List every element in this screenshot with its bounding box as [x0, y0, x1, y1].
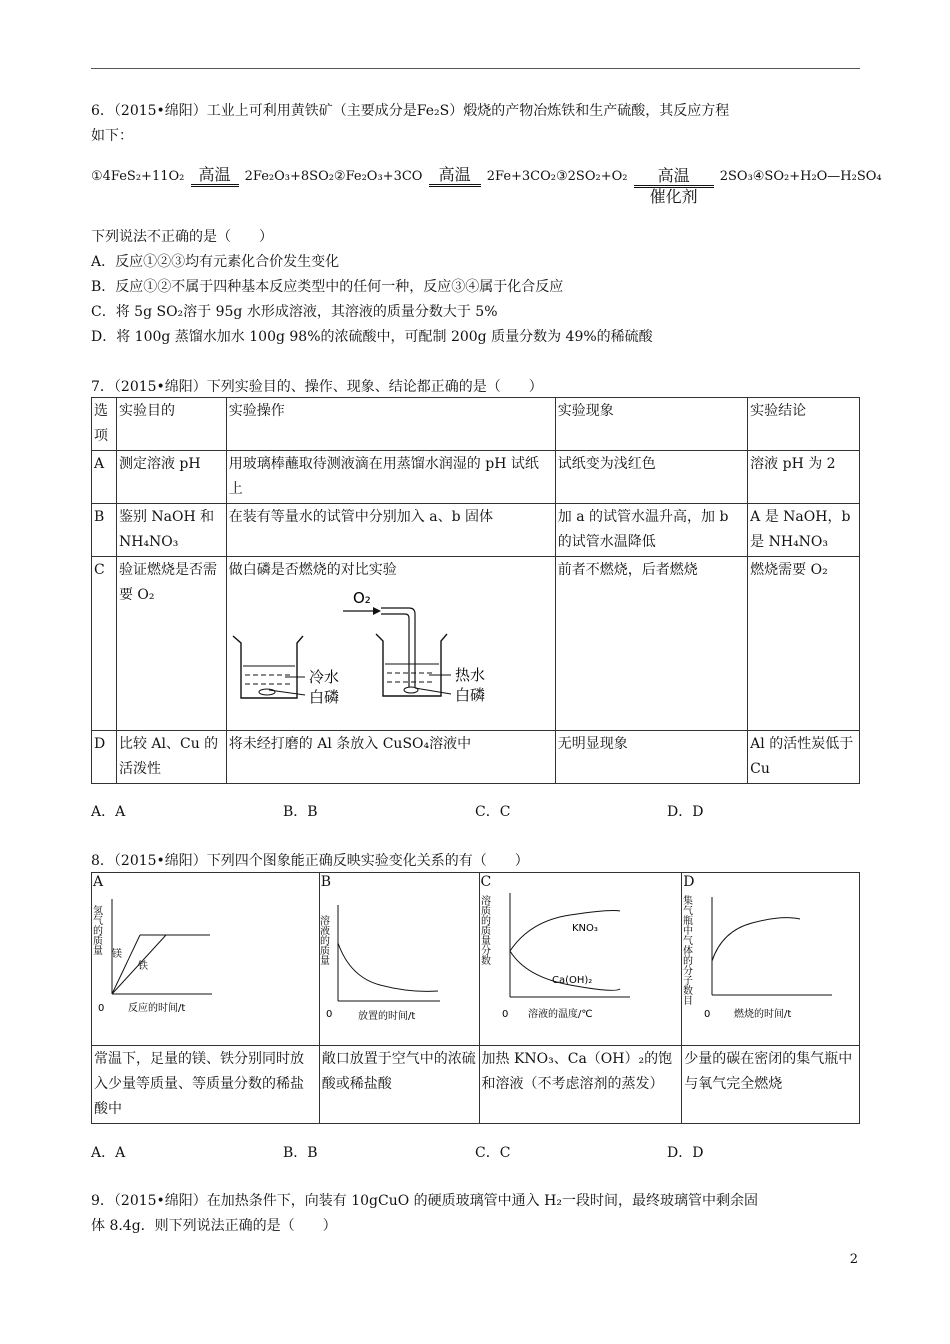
- eq-part3: 2Fe+3CO₂③2SO₂+O₂: [486, 169, 628, 184]
- graph-d: [682, 891, 858, 1036]
- table-header-row: [92, 398, 860, 451]
- cell: 在装有等量水的试管中分别加入 a、b 固体: [226, 504, 555, 557]
- cell-with-figure: [226, 557, 555, 731]
- d-xlabel: 燃烧的时间/t: [734, 1009, 792, 1020]
- c-ylabel: 溶质的质量分数: [478, 895, 489, 965]
- graph-row: [92, 873, 860, 1046]
- condition-high-temp-2: 高温: [427, 166, 483, 187]
- a-xlabel: 反应的时间/t: [128, 1003, 186, 1014]
- graph-letter: C: [480, 874, 492, 890]
- b-origin: 0: [325, 1009, 333, 1020]
- q9-line2: 体 8.4g．则下列说法正确的是（ ）: [91, 1218, 337, 1234]
- q6-option-a: A．反应①②③均有元素化合价发生变化: [91, 254, 340, 270]
- header-option: 选项: [92, 398, 117, 451]
- table-row: [92, 557, 860, 731]
- q6-equations: [91, 157, 882, 206]
- description-a: 常温下，足量的镁、铁分别同时放入少量等质量、等质量分数的稀盐酸中: [92, 1046, 320, 1124]
- white-phosphorus-figure: [229, 583, 549, 723]
- c-curve-kno3: KNO₃: [571, 923, 598, 934]
- graph-a: [92, 891, 318, 1036]
- cell-text: 做白磷是否燃烧的对比实验: [228, 562, 397, 578]
- graph-cell-c: [479, 873, 682, 1046]
- cell: 无明显现象: [555, 731, 747, 784]
- q6-option-d: D．将 100g 蒸馏水加水 100g 98%的浓硫酸中，可配制 200g 质量分数为 49%的稀硫酸: [91, 329, 653, 345]
- eq-part2: 2Fe₂O₃+8SO₂②Fe₂O₃+3CO: [244, 169, 423, 184]
- table-row: [92, 451, 860, 504]
- q7-answer-b: B．B: [283, 804, 318, 820]
- label-white-phosphorus-1: 白磷: [308, 688, 339, 706]
- q7-answer-d: D．D: [667, 804, 704, 820]
- cell: 试纸变为浅红色: [555, 451, 747, 504]
- label-white-phosphorus-2: 白磷: [454, 686, 485, 704]
- cell: 验证燃烧是否需要 O₂: [116, 557, 226, 731]
- graph-cell-b: [319, 873, 479, 1046]
- q6-stem-line1: 6．（2015•绵阳）工业上可利用黄铁矿（主要成分是Fe₂S）煅烧的产物冶炼铁和生产硫酸，其反应方程: [91, 103, 730, 119]
- eq-part4: 2SO₃④SO₂+H₂O—H₂SO₄: [719, 169, 882, 184]
- q8-answer-c: C．C: [475, 1145, 511, 1161]
- condition-high-temp-1: 高温: [189, 166, 241, 187]
- q7-answer-c: C．C: [475, 804, 511, 820]
- header-rule: [91, 68, 860, 69]
- cell: Al 的活性炭低于 Cu: [748, 731, 860, 784]
- header-phenomenon: 实验现象: [555, 398, 747, 451]
- cell: A 是 NaOH，b 是 NH₄NO₃: [748, 504, 860, 557]
- cell: 溶液 pH 为 2: [748, 451, 860, 504]
- description-b: 敞口放置于空气中的浓硫酸或稀盐酸: [319, 1046, 479, 1124]
- table-row: [92, 504, 860, 557]
- d-origin: 0: [704, 1009, 711, 1020]
- header-operation: 实验操作: [226, 398, 555, 451]
- description-d: 少量的碳在密闭的集气瓶中与氧气完全燃烧: [682, 1046, 860, 1124]
- label-hot-water: 热水: [454, 666, 485, 684]
- label-cold-water: 冷水: [308, 668, 339, 686]
- q7-answer-a: A．A: [91, 804, 126, 820]
- q9-line1: 9．（2015•绵阳）在加热条件下，向装有 10gCuO 的硬质玻璃管中通入 H₂一段时间，最终玻璃管中剩余固: [91, 1193, 758, 1209]
- graph-cell-d: [682, 873, 860, 1046]
- c-origin: 0: [501, 1009, 508, 1020]
- graph-cell-a: [92, 873, 320, 1046]
- graph-letter: D: [683, 874, 695, 890]
- eq-part1: ①4FeS₂+11O₂: [91, 169, 185, 184]
- q6-question: 下列说法不正确的是（ ）: [91, 229, 273, 245]
- cell: 用玻璃棒蘸取待测液滴在用蒸馏水润湿的 pH 试纸上: [226, 451, 555, 504]
- cell: A: [92, 451, 117, 504]
- c-curve-caoh2: Ca(OH)₂: [551, 975, 592, 986]
- cell: 将未经打磨的 Al 条放入 CuSO₄溶液中: [226, 731, 555, 784]
- description-row: [92, 1046, 860, 1124]
- q7-table: [91, 397, 860, 784]
- beaker-cold: [233, 636, 305, 698]
- q8-table: [91, 872, 860, 1124]
- cell: C: [92, 557, 117, 731]
- q7-stem: 7．（2015•绵阳）下列实验目的、操作、现象、结论都正确的是（ ）: [91, 379, 543, 395]
- a-curve-mg: 镁: [112, 949, 122, 960]
- cell: 燃烧需要 O₂: [748, 557, 860, 731]
- graph-c: [480, 891, 681, 1036]
- header-purpose: 实验目的: [116, 398, 226, 451]
- q8-answer-d: D．D: [667, 1145, 704, 1161]
- cell: B: [92, 504, 117, 557]
- q8-stem: 8．（2015•绵阳）下列四个图象能正确反映实验变化关系的有（ ）: [91, 853, 529, 869]
- q6-option-c: C．将 5g SO₂溶于 95g 水形成溶液，其溶液的质量分数大于 5%: [91, 304, 498, 320]
- b-xlabel: 放置的时间/t: [357, 1011, 416, 1022]
- c-xlabel: 溶液的温度/℃: [527, 1009, 593, 1020]
- b-ylabel: 溶液的质量: [317, 915, 329, 965]
- condition-catalyst: 高温 催化剂: [632, 167, 716, 206]
- graph-letter: B: [320, 874, 332, 890]
- cell: 比较 Al、Cu 的活泼性: [116, 731, 226, 784]
- description-c: 加热 KNO₃、Ca（OH）₂的饱和溶液（不考虑溶剂的蒸发）: [479, 1046, 682, 1124]
- cell: 前者不燃烧，后者燃烧: [555, 557, 747, 731]
- q6-stem-line2: 如下：: [91, 128, 133, 144]
- q8-answer-b: B．B: [283, 1145, 318, 1161]
- a-origin: 0: [98, 1003, 105, 1014]
- d-ylabel: 集气瓶中气体的分子数目: [680, 895, 692, 1005]
- beaker-hot: [343, 607, 451, 696]
- cell: D: [92, 731, 117, 784]
- graph-b: [317, 891, 478, 1036]
- q8-answer-a: A．A: [91, 1145, 126, 1161]
- table-row: [92, 731, 860, 784]
- label-oxygen: O₂: [352, 589, 371, 607]
- graph-letter: A: [93, 874, 104, 890]
- cell: 加 a 的试管水温升高，加 b 的试管水温降低: [555, 504, 747, 557]
- header-conclusion: 实验结论: [748, 398, 860, 451]
- a-curve-fe: 铁: [138, 961, 148, 972]
- a-ylabel: 氢气的质量: [90, 905, 102, 955]
- cell: 鉴别 NaOH 和 NH₄NO₃: [116, 504, 226, 557]
- cell: 测定溶液 pH: [116, 451, 226, 504]
- q6-option-b: B．反应①②不属于四种基本反应类型中的任何一种，反应③④属于化合反应: [91, 279, 564, 295]
- page-number: 2: [849, 1252, 858, 1267]
